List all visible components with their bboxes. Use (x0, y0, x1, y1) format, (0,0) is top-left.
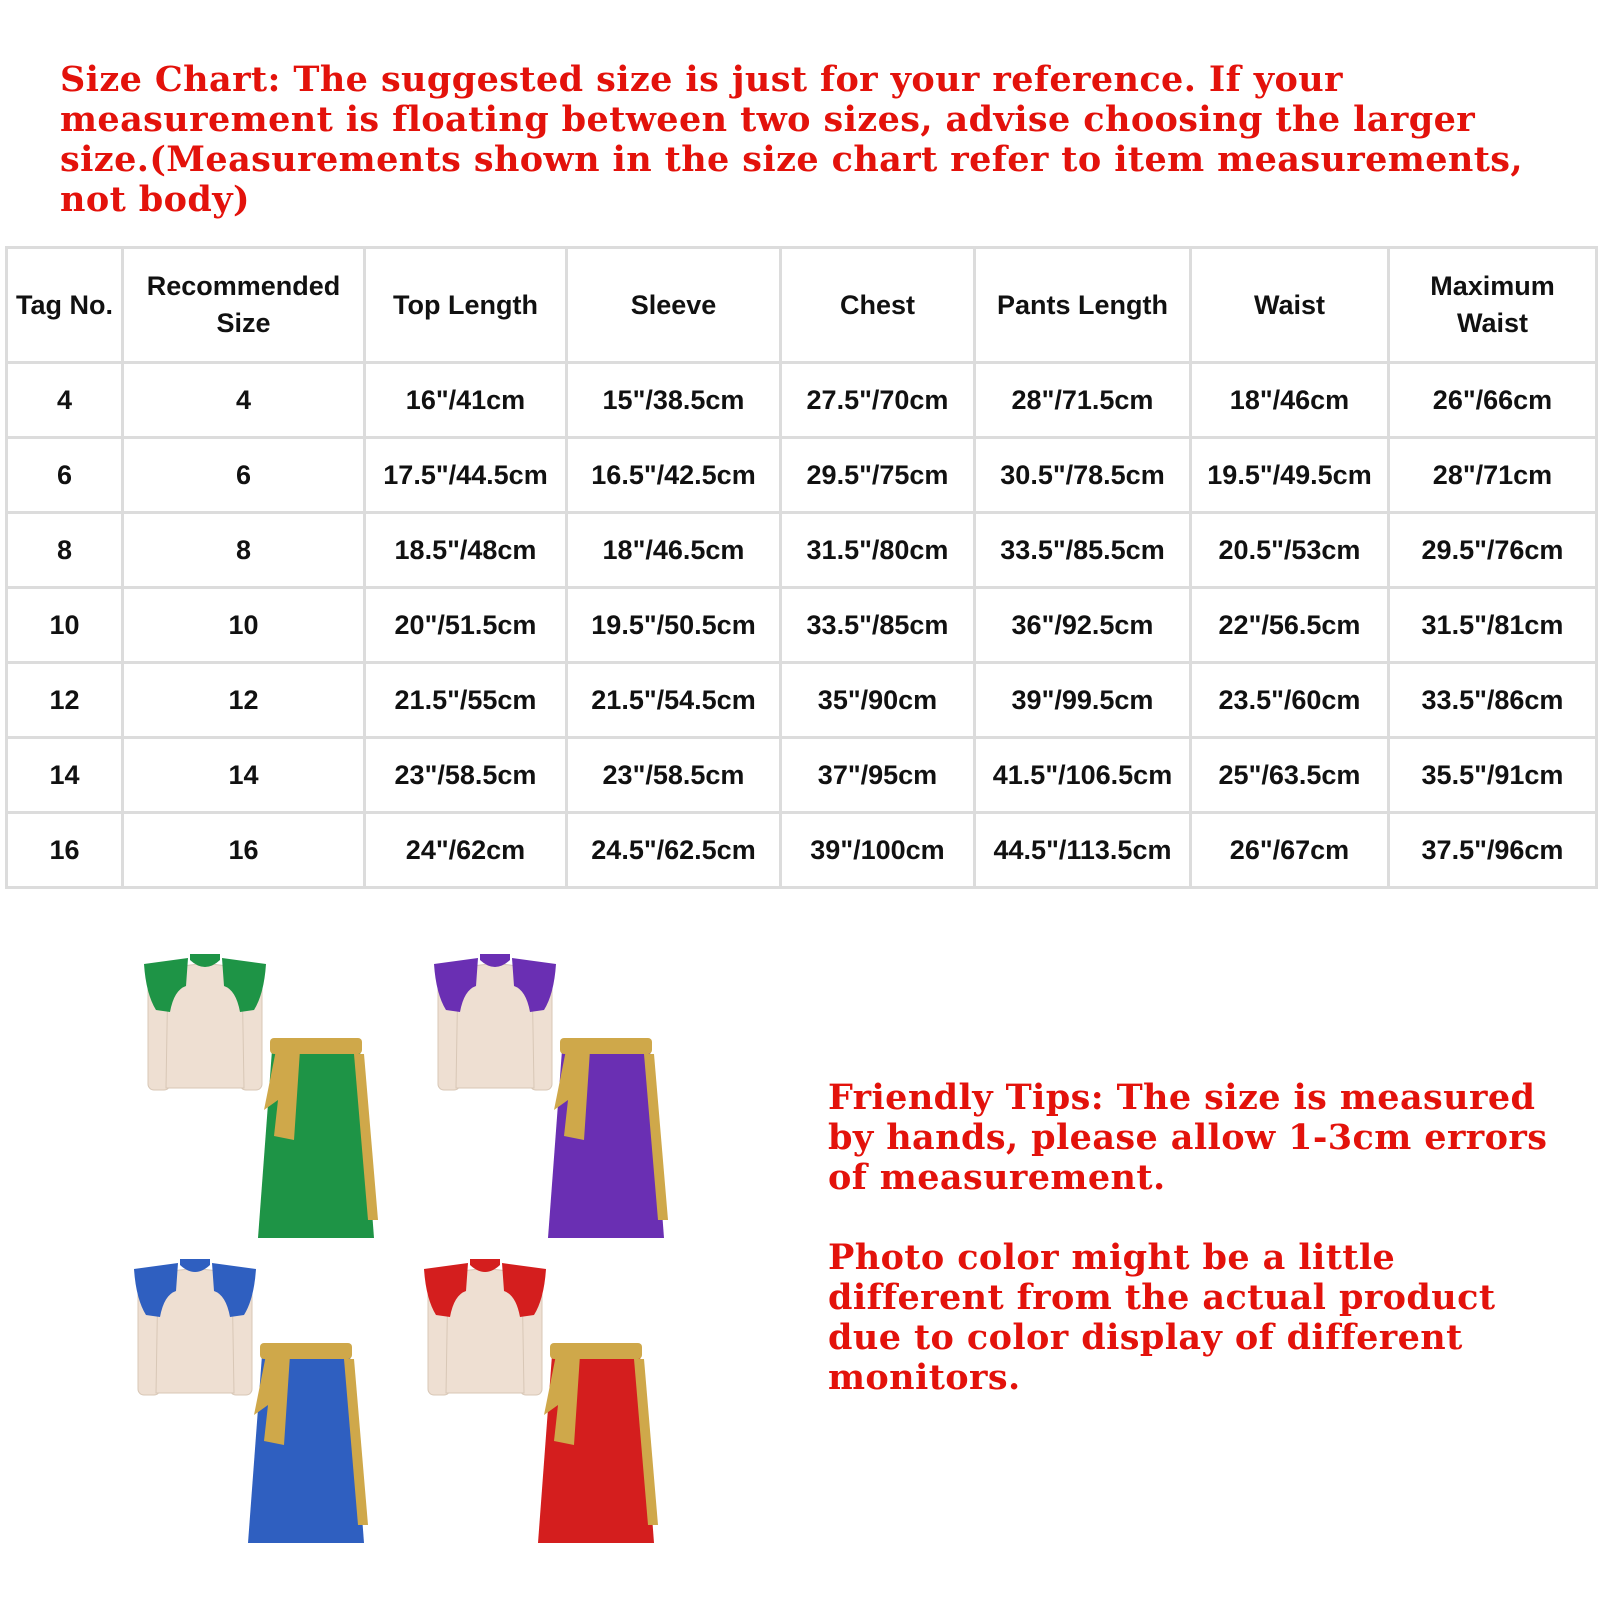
table-cell: 6 (7, 438, 123, 513)
table-row (7, 513, 1597, 588)
table-row (7, 588, 1597, 663)
column-header: Pants Length (975, 248, 1191, 363)
table-cell: 12 (7, 663, 123, 738)
table-cell: 26"/67cm (1191, 813, 1389, 888)
table-cell: 14 (123, 738, 365, 813)
tip-measurement-error: Friendly Tips: The size is measured by hands, please allow 1-3cm errors of measurement. (828, 1077, 1548, 1198)
table-cell: 26"/66cm (1389, 363, 1597, 438)
table-cell: 31.5"/80cm (781, 513, 975, 588)
table-cell: 23"/58.5cm (365, 738, 567, 813)
green-outfit-image (140, 950, 400, 1250)
tip-photo-color: Photo color might be a little different from the actual product due to color display of different monitors. (828, 1237, 1496, 1398)
size-chart-table (5, 246, 1598, 889)
column-header: Maximum Waist (1389, 248, 1597, 363)
table-cell: 36"/92.5cm (975, 588, 1191, 663)
table-row (7, 663, 1597, 738)
size-chart-note: Size Chart: The suggested size is just for your reference. If your measurement is floating between two sizes, advise choosing the larger size.(Measurements shown in the size chart refer to item measurements, not body) (60, 59, 1523, 220)
table-cell: 19.5"/49.5cm (1191, 438, 1389, 513)
table-cell: 24"/62cm (365, 813, 567, 888)
blue-outfit-image (130, 1255, 390, 1555)
table-cell: 6 (123, 438, 365, 513)
table-cell: 28"/71cm (1389, 438, 1597, 513)
table-cell: 4 (123, 363, 365, 438)
friendly-tips (828, 1078, 1568, 1438)
table-cell: 30.5"/78.5cm (975, 438, 1191, 513)
table-cell: 8 (7, 513, 123, 588)
table-cell: 39"/99.5cm (975, 663, 1191, 738)
red-outfit-image (420, 1255, 680, 1555)
table-cell: 35"/90cm (781, 663, 975, 738)
table-row (7, 738, 1597, 813)
table-cell: 20"/51.5cm (365, 588, 567, 663)
table-body (7, 363, 1597, 888)
table-cell: 18"/46.5cm (567, 513, 781, 588)
table-cell: 8 (123, 513, 365, 588)
table-cell: 37.5"/96cm (1389, 813, 1597, 888)
column-header: Chest (781, 248, 975, 363)
table-cell: 12 (123, 663, 365, 738)
product-photos (130, 950, 690, 1570)
table-cell: 16"/41cm (365, 363, 567, 438)
table-header-row (7, 248, 1597, 363)
table-cell: 21.5"/54.5cm (567, 663, 781, 738)
table-cell: 22"/56.5cm (1191, 588, 1389, 663)
table-cell: 18"/46cm (1191, 363, 1389, 438)
table-cell: 25"/63.5cm (1191, 738, 1389, 813)
column-header: Recommended Size (123, 248, 365, 363)
table-cell: 17.5"/44.5cm (365, 438, 567, 513)
table-cell: 19.5"/50.5cm (567, 588, 781, 663)
purple-outfit-image (430, 950, 690, 1250)
table-cell: 33.5"/85cm (781, 588, 975, 663)
table-cell: 33.5"/85.5cm (975, 513, 1191, 588)
table-cell: 33.5"/86cm (1389, 663, 1597, 738)
table-cell: 28"/71.5cm (975, 363, 1191, 438)
table-cell: 20.5"/53cm (1191, 513, 1389, 588)
table-cell: 29.5"/76cm (1389, 513, 1597, 588)
table-cell: 37"/95cm (781, 738, 975, 813)
table-row (7, 438, 1597, 513)
table-cell: 16.5"/42.5cm (567, 438, 781, 513)
table-cell: 29.5"/75cm (781, 438, 975, 513)
table-cell: 18.5"/48cm (365, 513, 567, 588)
table-cell: 23"/58.5cm (567, 738, 781, 813)
table-row (7, 363, 1597, 438)
table-cell: 44.5"/113.5cm (975, 813, 1191, 888)
table-cell: 31.5"/81cm (1389, 588, 1597, 663)
table-cell: 21.5"/55cm (365, 663, 567, 738)
column-header: Tag No. (7, 248, 123, 363)
column-header: Waist (1191, 248, 1389, 363)
table-cell: 39"/100cm (781, 813, 975, 888)
table-cell: 4 (7, 363, 123, 438)
table-cell: 35.5"/91cm (1389, 738, 1597, 813)
table-cell: 10 (7, 588, 123, 663)
table-cell: 24.5"/62.5cm (567, 813, 781, 888)
column-header: Sleeve (567, 248, 781, 363)
table-cell: 27.5"/70cm (781, 363, 975, 438)
table-cell: 16 (7, 813, 123, 888)
table-cell: 15"/38.5cm (567, 363, 781, 438)
table-cell: 41.5"/106.5cm (975, 738, 1191, 813)
table-cell: 23.5"/60cm (1191, 663, 1389, 738)
table-cell: 10 (123, 588, 365, 663)
table-cell: 16 (123, 813, 365, 888)
column-header: Top Length (365, 248, 567, 363)
table-row (7, 813, 1597, 888)
table-cell: 14 (7, 738, 123, 813)
